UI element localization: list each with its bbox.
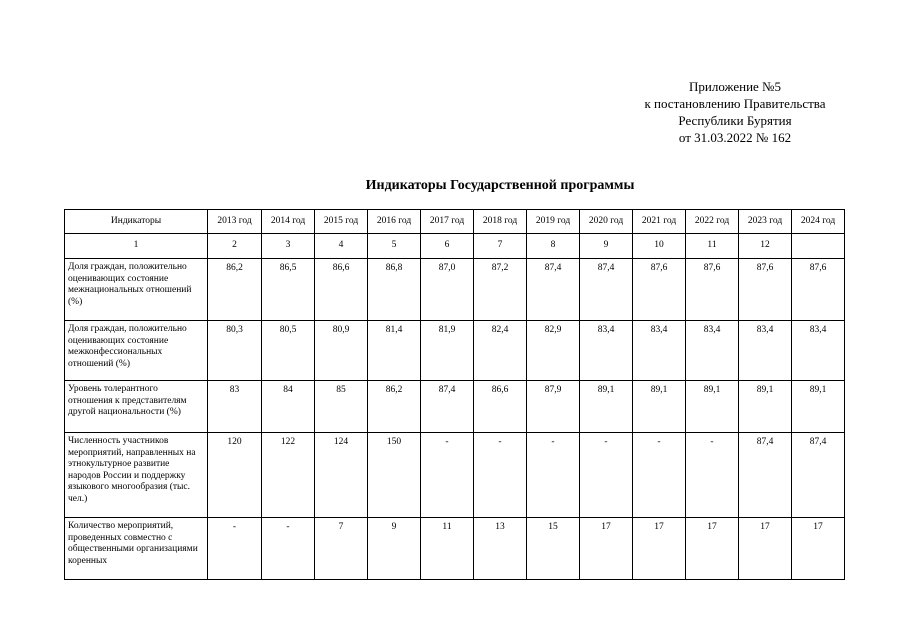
value-cell: 86,6 (474, 381, 527, 433)
value-cell: - (208, 518, 262, 580)
header-cell: 2017 год (421, 210, 474, 234)
value-cell: 17 (580, 518, 633, 580)
value-cell: 17 (739, 518, 792, 580)
value-cell: 81,9 (421, 321, 474, 381)
header-cell: Индикаторы (65, 210, 208, 234)
table-row (65, 381, 845, 433)
value-cell: 81,4 (368, 321, 421, 381)
header-cell: 2022 год (686, 210, 739, 234)
numbering-cell: 4 (315, 234, 368, 259)
header-cell: 2020 год (580, 210, 633, 234)
numbering-cell: 6 (421, 234, 474, 259)
value-cell: - (262, 518, 315, 580)
table-row (65, 259, 845, 321)
value-cell: 83,4 (739, 321, 792, 381)
value-cell: 89,1 (580, 381, 633, 433)
header-cell: 2016 год (368, 210, 421, 234)
value-cell: - (633, 433, 686, 518)
value-cell: 86,2 (368, 381, 421, 433)
value-cell: 89,1 (792, 381, 845, 433)
appendix-line-1: Приложение №5 (689, 79, 781, 94)
value-cell: 83,4 (633, 321, 686, 381)
numbering-cell: 5 (368, 234, 421, 259)
numbering-cell: 3 (262, 234, 315, 259)
value-cell: 82,4 (474, 321, 527, 381)
indicator-name: Численность участников мероприятий, направленных на этнокультурное развитие народов России и поддержку языкового многообразия (тыс. чел.) (65, 433, 208, 518)
indicator-name: Доля граждан, положительно оценивающих состояние межнациональных отношений (%) (65, 259, 208, 321)
value-cell: 80,3 (208, 321, 262, 381)
numbering-cell (792, 234, 845, 259)
table-row (65, 321, 845, 381)
value-cell: 87,4 (739, 433, 792, 518)
value-cell: 86,5 (262, 259, 315, 321)
value-cell: 17 (633, 518, 686, 580)
appendix-line-4: от 31.03.2022 № 162 (678, 130, 792, 145)
value-cell: 83,4 (686, 321, 739, 381)
value-cell: 80,9 (315, 321, 368, 381)
header-cell: 2023 год (739, 210, 792, 234)
header-cell: 2019 год (527, 210, 580, 234)
table-row (65, 518, 845, 580)
page-title: Индикаторы Государственной программы (365, 178, 635, 193)
indicator-name: Доля граждан, положительно оценивающих состояние межконфессиональных отношений (%) (65, 321, 208, 381)
value-cell: 87,6 (739, 259, 792, 321)
header-cell: 2024 год (792, 210, 845, 234)
value-cell: 85 (315, 381, 368, 433)
table-row (65, 433, 845, 518)
numbering-cell: 10 (633, 234, 686, 259)
numbering-cell: 12 (739, 234, 792, 259)
numbering-row (65, 234, 845, 259)
value-cell: 87,6 (686, 259, 739, 321)
numbering-cell: 2 (208, 234, 262, 259)
appendix-line-3: Республики Бурятия (678, 113, 792, 128)
value-cell: 86,8 (368, 259, 421, 321)
header-row (65, 210, 845, 234)
numbering-cell: 11 (686, 234, 739, 259)
appendix-block (575, 78, 895, 146)
value-cell: 89,1 (686, 381, 739, 433)
indicator-name: Количество мероприятий, проведенных совместно с общественными организациями коренных (65, 518, 208, 580)
header-cell: 2021 год (633, 210, 686, 234)
value-cell: 13 (474, 518, 527, 580)
value-cell: 120 (208, 433, 262, 518)
value-cell: - (474, 433, 527, 518)
value-cell: 122 (262, 433, 315, 518)
value-cell: 84 (262, 381, 315, 433)
value-cell: 150 (368, 433, 421, 518)
value-cell: 89,1 (739, 381, 792, 433)
value-cell: 87,4 (580, 259, 633, 321)
header-cell: 2013 год (208, 210, 262, 234)
value-cell: 124 (315, 433, 368, 518)
value-cell: 89,1 (633, 381, 686, 433)
value-cell: - (421, 433, 474, 518)
value-cell: 11 (421, 518, 474, 580)
value-cell: - (527, 433, 580, 518)
value-cell: 87,4 (527, 259, 580, 321)
value-cell: 15 (527, 518, 580, 580)
indicator-name: Уровень толерантного отношения к представителям другой национальности (%) (65, 381, 208, 433)
value-cell: 86,6 (315, 259, 368, 321)
value-cell: 82,9 (527, 321, 580, 381)
numbering-cell: 1 (65, 234, 208, 259)
header-cell: 2014 год (262, 210, 315, 234)
value-cell: 87,4 (792, 433, 845, 518)
value-cell: 80,5 (262, 321, 315, 381)
value-cell: 87,6 (792, 259, 845, 321)
value-cell: 87,0 (421, 259, 474, 321)
value-cell: 9 (368, 518, 421, 580)
value-cell: 83,4 (792, 321, 845, 381)
numbering-cell: 8 (527, 234, 580, 259)
value-cell: 86,2 (208, 259, 262, 321)
value-cell: - (580, 433, 633, 518)
value-cell: 83,4 (580, 321, 633, 381)
indicators-table (64, 209, 845, 580)
numbering-cell: 9 (580, 234, 633, 259)
value-cell: 87,9 (527, 381, 580, 433)
value-cell: 7 (315, 518, 368, 580)
numbering-cell: 7 (474, 234, 527, 259)
value-cell: 83 (208, 381, 262, 433)
value-cell: 87,4 (421, 381, 474, 433)
value-cell: 17 (792, 518, 845, 580)
header-cell: 2015 год (315, 210, 368, 234)
value-cell: - (686, 433, 739, 518)
header-cell: 2018 год (474, 210, 527, 234)
value-cell: 87,6 (633, 259, 686, 321)
value-cell: 87,2 (474, 259, 527, 321)
value-cell: 17 (686, 518, 739, 580)
appendix-line-2: к постановлению Правительства (644, 96, 826, 111)
